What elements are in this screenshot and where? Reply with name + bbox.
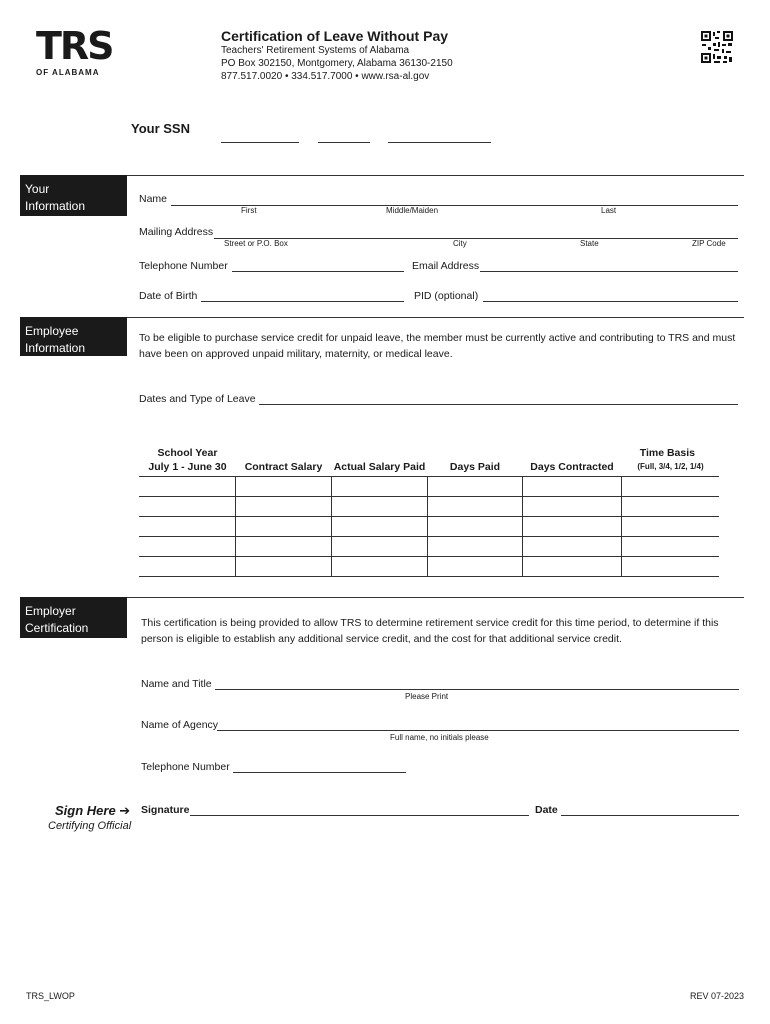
header-line: Time Basis	[639, 447, 695, 459]
mailing-address-label: Mailing Address	[139, 226, 214, 238]
section-divider	[127, 597, 744, 598]
date-field[interactable]	[561, 815, 739, 816]
zip-sublabel: ZIP Code	[692, 239, 726, 248]
employee-information-tab	[20, 317, 127, 356]
table-column-divider	[331, 476, 332, 576]
email-label: Email Address	[412, 260, 480, 272]
table-column-divider	[522, 476, 523, 576]
days-paid-header: Days Paid	[449, 461, 501, 473]
sign-here-label: Sign Here ➔	[55, 803, 131, 818]
first-sublabel: First	[241, 206, 257, 215]
org-contact: 877.517.0020 • 334.517.7000 • www.rsa-al.gov	[221, 71, 430, 82]
form-header	[221, 28, 453, 83]
employer-telephone-field[interactable]	[233, 772, 406, 773]
pid-label: PID (optional)	[414, 290, 479, 302]
pid-field[interactable]	[483, 301, 738, 302]
table-column-divider	[427, 476, 428, 576]
table-row-divider	[139, 496, 719, 497]
street-sublabel: Street or P.O. Box	[224, 239, 288, 248]
eligibility-text: To be eligible to purchase service credit for unpaid leave, the member must be currently active and contributing to TRS and must have been on approved unpaid military, maternity, or medical leave.	[139, 332, 736, 360]
ssn-area-field[interactable]	[221, 142, 299, 143]
contract-salary-header: Contract Salary	[244, 461, 323, 473]
tab-line: Certification	[25, 621, 89, 635]
email-field[interactable]	[480, 271, 738, 272]
please-print-note: Please Print	[405, 692, 449, 701]
org-name: Teachers' Retirement Systems of Alabama	[221, 45, 410, 56]
dates-type-leave-label: Dates and Type of Leave	[139, 393, 256, 405]
ssn-serial-field[interactable]	[388, 142, 491, 143]
your-information-tab	[20, 175, 127, 216]
tab-line: Information	[25, 199, 86, 213]
table-column-divider	[235, 476, 236, 576]
tab-line: Information	[25, 341, 86, 355]
certification-text: This certification is being provided to allow TRS to determine retirement service credit for this time period, to determine if this person is eligible to establish any additional service credit, and the cost for that additional service credit.	[141, 617, 719, 645]
qr-code-icon	[700, 30, 734, 64]
middle-sublabel: Middle/Maiden	[386, 206, 439, 215]
table-row-divider	[139, 576, 719, 577]
last-sublabel: Last	[601, 206, 617, 215]
state-sublabel: State	[580, 239, 599, 248]
date-label: Date	[535, 804, 558, 816]
table-column-divider	[621, 476, 622, 576]
school-year-header	[140, 446, 235, 474]
agency-label: Name of Agency	[141, 719, 219, 731]
days-contracted-header: Days Contracted	[530, 461, 614, 473]
full-name-note: Full name, no initials please	[390, 733, 489, 742]
tab-line: Employee	[25, 324, 79, 338]
signature-field[interactable]	[190, 815, 529, 816]
trs-logo	[36, 24, 118, 77]
name-title-label: Name and Title	[141, 678, 212, 690]
form-id: TRS_LWOP	[26, 991, 75, 1001]
employer-telephone-label: Telephone Number	[141, 761, 230, 773]
city-sublabel: City	[453, 239, 467, 248]
ssn-group-field[interactable]	[318, 142, 370, 143]
section-divider	[127, 317, 744, 318]
employer-certification-tab	[20, 597, 127, 638]
dob-label: Date of Birth	[139, 290, 198, 302]
tab-line: Your	[25, 182, 50, 196]
certifying-official-label: Certifying Official	[48, 820, 132, 832]
org-address: PO Box 302150, Montgomery, Alabama 36130-2150	[221, 58, 453, 69]
mailing-address-field[interactable]	[214, 238, 738, 239]
time-basis-header	[622, 446, 719, 474]
telephone-label: Telephone Number	[139, 260, 228, 272]
table-row-divider	[139, 556, 719, 557]
header-line: (Full, 3/4, 1/2, 1/4)	[637, 462, 704, 471]
dob-field[interactable]	[201, 301, 404, 302]
agency-field[interactable]	[217, 730, 739, 731]
form-title: Certification of Leave Without Pay	[221, 28, 449, 44]
dates-type-leave-field[interactable]	[259, 404, 738, 405]
table-row-divider	[139, 476, 719, 477]
header-line: July 1 - June 30	[148, 461, 227, 473]
logo-subtext: OF ALABAMA	[36, 68, 100, 77]
telephone-field[interactable]	[232, 271, 404, 272]
signature-label: Signature	[141, 804, 190, 816]
section-divider	[127, 175, 744, 176]
actual-salary-paid-header: Actual Salary Paid	[333, 461, 426, 473]
name-label: Name	[139, 193, 168, 205]
header-line: School Year	[157, 447, 218, 459]
name-title-field[interactable]	[215, 689, 739, 690]
revision-label: REV 07-2023	[690, 991, 745, 1001]
logo-text: TRS	[36, 24, 113, 68]
ssn-label: Your SSN	[131, 121, 190, 136]
table-row-divider	[139, 536, 719, 537]
table-row-divider	[139, 516, 719, 517]
tab-line: Employer	[25, 604, 76, 618]
